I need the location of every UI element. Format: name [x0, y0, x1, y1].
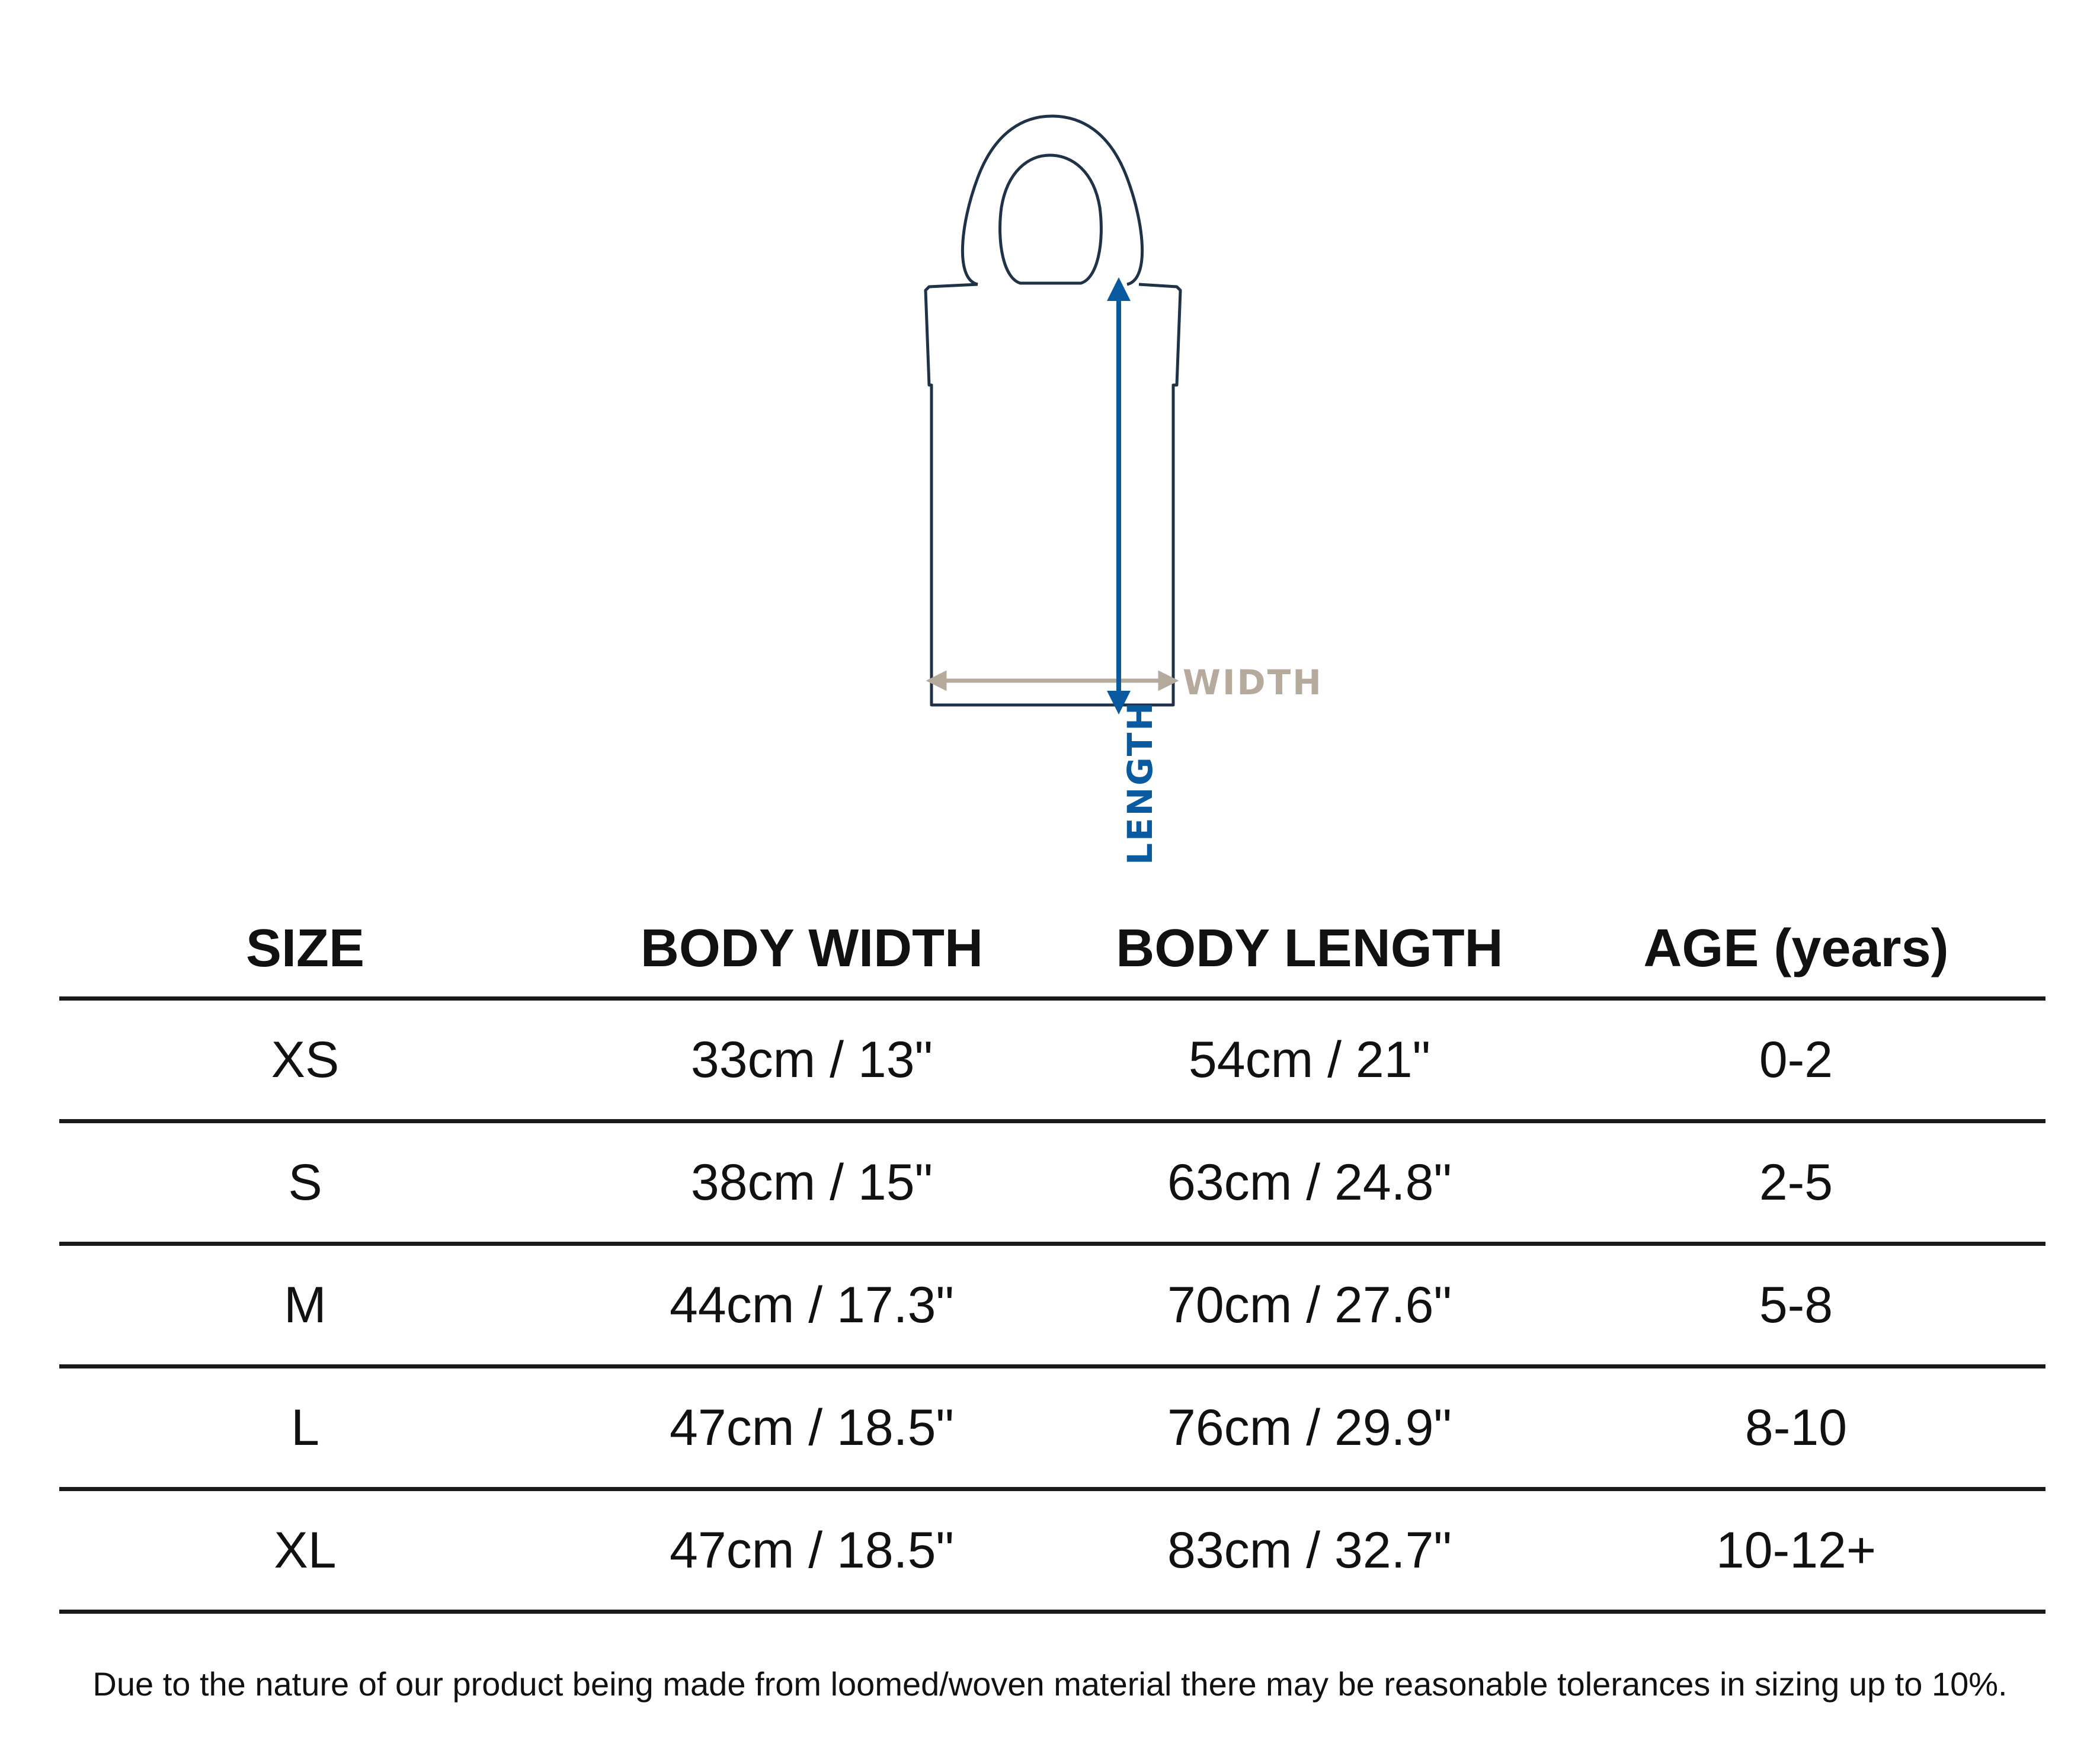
cell-age: 0-2: [1547, 999, 2045, 1121]
header-body-length: BODY LENGTH: [1073, 900, 1547, 999]
width-label: WIDTH: [1183, 662, 1323, 703]
cell-body-length: 83cm / 32.7": [1073, 1489, 1547, 1612]
size-chart-table: [59, 900, 2045, 1614]
hooded-towel-poncho-icon: [926, 116, 1180, 705]
table-row: [59, 1121, 2045, 1244]
cell-age: 8-10: [1547, 1367, 2045, 1489]
sizing-tolerance-note: Due to the nature of our product being made from loomed/woven material there may be reasonable tolerances in sizing up to 10%.: [92, 1665, 2008, 1703]
cell-body-width: 47cm / 18.5": [551, 1489, 1073, 1612]
table-header-row: [59, 900, 2045, 999]
cell-size: S: [59, 1121, 551, 1244]
cell-size: XL: [59, 1489, 551, 1612]
length-label: LENGTH: [1120, 700, 1160, 865]
cell-size: L: [59, 1367, 551, 1489]
cell-age: 10-12+: [1547, 1489, 2045, 1612]
cell-body-length: 76cm / 29.9": [1073, 1367, 1547, 1489]
cell-body-length: 63cm / 24.8": [1073, 1121, 1547, 1244]
cell-body-width: 44cm / 17.3": [551, 1244, 1073, 1367]
cell-body-width: 33cm / 13": [551, 999, 1073, 1121]
cell-age: 2-5: [1547, 1121, 2045, 1244]
cell-size: XS: [59, 999, 551, 1121]
cell-body-length: 70cm / 27.6": [1073, 1244, 1547, 1367]
cell-age: 5-8: [1547, 1244, 2045, 1367]
cell-body-length: 54cm / 21": [1073, 999, 1547, 1121]
table-row: [59, 999, 2045, 1121]
cell-body-width: 38cm / 15": [551, 1121, 1073, 1244]
header-size: SIZE: [59, 900, 551, 999]
header-age: AGE (years): [1547, 900, 2045, 999]
table-row: [59, 1244, 2045, 1367]
cell-size: M: [59, 1244, 551, 1367]
header-body-width: BODY WIDTH: [551, 900, 1073, 999]
table-row: [59, 1367, 2045, 1489]
cell-body-width: 47cm / 18.5": [551, 1367, 1073, 1489]
table-row: [59, 1489, 2045, 1612]
